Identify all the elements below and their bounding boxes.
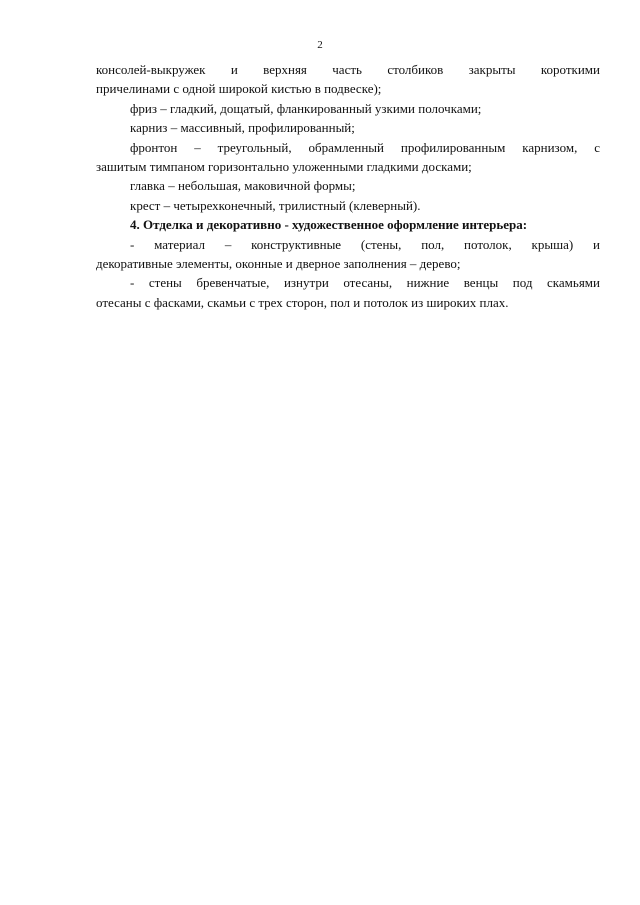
paragraph-line: консолей-выкружек и верхняя часть столбиков закрыты короткими <box>96 62 600 77</box>
paragraph-cornice: карниз – массивный, профилированный; <box>130 120 355 136</box>
section-heading: 4. Отделка и декоративно - художественное оформление интерьера: <box>130 217 528 233</box>
paragraph-dome: главка – небольшая, маковичной формы; <box>130 178 356 194</box>
paragraph-cross: крест – четырехконечный, трилистный (клеверный). <box>130 197 421 213</box>
paragraph-line: зашитым тимпаном горизонтально уложенными гладкими досками; <box>96 159 472 175</box>
document-body <box>96 60 600 312</box>
list-item-material: - материал – конструктивные (стены, пол, потолок, крыша) и <box>130 236 600 252</box>
page-number: 2 <box>317 39 323 51</box>
paragraph-line: причелинами с одной широкой кистью в подвеске); <box>96 81 382 97</box>
paragraph-pediment: фронтон – треугольный, обрамленный профилированным карнизом, с <box>130 139 600 155</box>
paragraph-frieze: фриз – гладкий, дощатый, фланкированный узкими полочками; <box>130 100 482 116</box>
list-item-walls: - стены бревенчатые, изнутри отесаны, нижние венцы под скамьями <box>130 275 600 291</box>
paragraph-line: отесаны с фасками, скамьи с трех сторон, пол и потолок из широких плах. <box>96 294 509 310</box>
paragraph-line: декоративные элементы, оконные и дверное заполнения – дерево; <box>96 256 461 272</box>
